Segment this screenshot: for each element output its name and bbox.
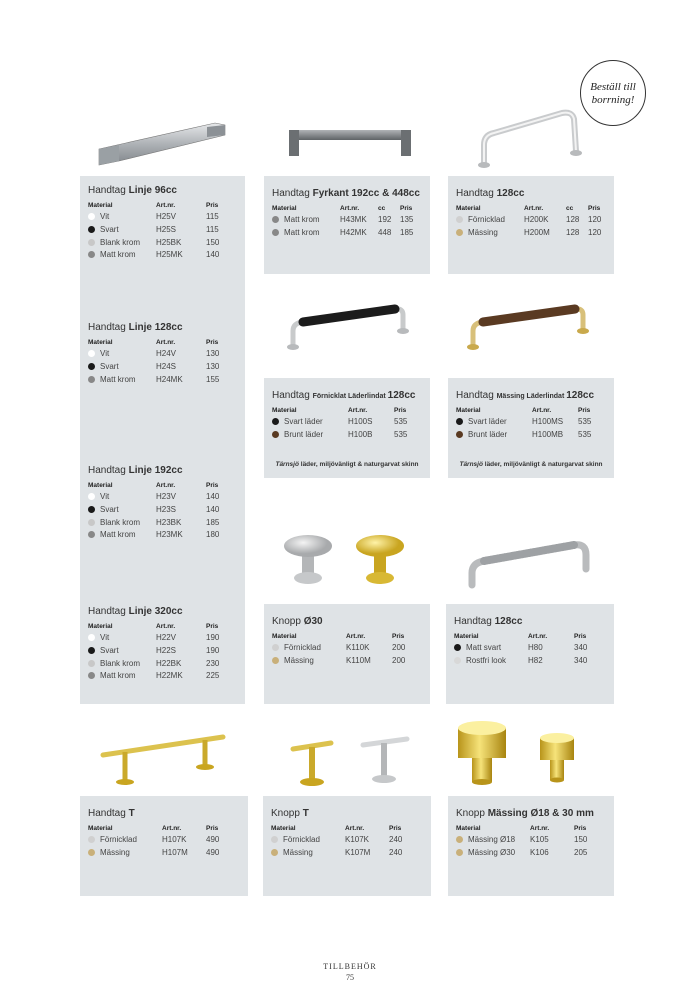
badge-line-2: borrning! [591, 94, 635, 106]
badge-line-1: Beställ till [590, 81, 636, 93]
linje-320-title: Handtag Linje 320cc [88, 606, 183, 617]
product-image-lader-fornicklat [285, 295, 415, 355]
table-row: Blank krom H23BK 185 [88, 518, 219, 531]
product-image-handtag-128-bow [470, 105, 590, 170]
table-row: Svart H25S 115 [88, 225, 219, 238]
handtag-128-rostfri-panel [446, 604, 614, 704]
knopp-30-panel [264, 604, 430, 704]
table-row: Svart läder H100MS 535 [456, 417, 591, 430]
table-row: Mässing K107M 240 [271, 848, 402, 861]
linje-128-title: Handtag Linje 128cc [88, 322, 183, 333]
table-row: Mässing K110M 200 [272, 656, 405, 669]
linje-320-table: Material Art.nr. Pris Vit H22V 190 Svart H22S 190 Blank krom H22BK 230 Matt krom H22MK 225 [88, 623, 219, 684]
lader-fornicklat-panel [264, 378, 430, 478]
table-row: Förnicklad H107K 490 [88, 835, 219, 848]
linje-96-table: Material Art.nr. Pris Vit H25V 115 Svart H25S 115 Blank krom H25BK 150 Matt krom H25MK 140 [88, 202, 219, 263]
product-image-linje-96 [95, 115, 230, 170]
knopp-massing-table: Material Art.nr. Pris Mässing Ø18 K105 150 Mässing Ø30 K106 205 [456, 825, 587, 861]
knopp-t-panel [263, 796, 431, 896]
lader-massing-title: Handtag Mässing Läderlindat 128cc [456, 390, 595, 401]
table-row: Matt svart H80 340 [454, 643, 587, 656]
table-row: Mässing Ø30 K106 205 [456, 848, 587, 861]
product-image-knopp-t [285, 735, 415, 790]
handtag-t-panel [80, 796, 248, 896]
table-row: Blank krom H22BK 230 [88, 659, 219, 672]
handtag-t-table: Material Art.nr. Pris Förnicklad H107K 490 Mässing H107M 490 [88, 825, 219, 861]
product-image-knopp-30 [280, 530, 415, 590]
table-row: Förnicklad K110K 200 [272, 643, 405, 656]
fyrkant-table: Material Art.nr. cc Pris Matt krom H43MK 192 135 Matt krom H42MK 448 185 [272, 205, 413, 241]
table-row: Matt krom H25MK 140 [88, 250, 219, 263]
lader-fornicklat-table: Material Art.nr. Pris Svart läder H100S 535 Brunt läder H100B 535 [272, 407, 407, 443]
lader-massing-panel [448, 378, 614, 478]
linje-192-title: Handtag Linje 192cc [88, 465, 183, 476]
table-row: Matt krom H23MK 180 [88, 530, 219, 543]
table-row: Mässing H200M 128 120 [456, 228, 601, 241]
product-image-handtag-t [95, 725, 230, 790]
knopp-t-table: Material Art.nr. Pris Förnicklad K107K 240 Mässing K107M 240 [271, 825, 402, 861]
product-image-knopp-massing [452, 718, 597, 788]
linje-192-table: Material Art.nr. Pris Vit H23V 140 Svart H23S 140 Blank krom H23BK 185 Matt krom H23MK 180 [88, 482, 219, 543]
table-row: Matt krom H22MK 225 [88, 671, 219, 684]
footer-page-number: 75 [346, 973, 354, 982]
table-row: Matt krom H24MK 155 [88, 375, 219, 388]
knopp-t-title: Knopp T [271, 808, 309, 819]
knopp-massing-title: Knopp Mässing Ø18 & 30 mm [456, 808, 594, 819]
table-row: Brunt läder H100MB 535 [456, 430, 591, 443]
table-row: Mässing H107M 490 [88, 848, 219, 861]
table-row: Matt krom H43MK 192 135 [272, 215, 413, 228]
lader-massing-table: Material Art.nr. Pris Svart läder H100MS 535 Brunt läder H100MB 535 [456, 407, 591, 443]
linje-320-section [88, 606, 238, 684]
table-row: Svart läder H100S 535 [272, 417, 407, 430]
knopp-30-table: Material Art.nr. Pris Förnicklad K110K 200 Mässing K110M 200 [272, 633, 405, 669]
linje-128-section [88, 322, 238, 387]
table-row: Vit H24V 130 [88, 349, 219, 362]
linje-192-section [88, 465, 238, 543]
footer-section: TILLBEHÖR [323, 962, 377, 971]
table-row: Brunt läder H100B 535 [272, 430, 407, 443]
handtag-128-rostfri-title: Handtag 128cc [454, 616, 523, 627]
table-row: Rostfri look H82 340 [454, 656, 587, 669]
linje-128-table: Material Art.nr. Pris Vit H24V 130 Svart H24S 130 Matt krom H24MK 155 [88, 339, 219, 387]
handtag-t-title: Handtag T [88, 808, 135, 819]
table-row: Vit H23V 140 [88, 492, 219, 505]
product-image-lader-massing [465, 295, 595, 355]
table-row: Svart H22S 190 [88, 646, 219, 659]
handtag-128-bow-table: Material Art.nr. cc Pris Förnicklad H200K 128 120 Mässing H200M 128 120 [456, 205, 601, 241]
table-row: Blank krom H25BK 150 [88, 238, 219, 251]
table-row: Vit H25V 115 [88, 212, 219, 225]
lader-fornicklat-note: Tärnsjö läder, miljövänligt & naturgarvat skinn [275, 461, 419, 468]
table-row: Matt krom H42MK 448 185 [272, 228, 413, 241]
table-row: Svart H24S 130 [88, 362, 219, 375]
fyrkant-panel [264, 176, 430, 274]
product-image-handtag-128-rostfri [462, 535, 597, 590]
knopp-massing-panel [448, 796, 614, 896]
lader-fornicklat-title: Handtag Förnicklat Läderlindat 128cc [272, 390, 416, 401]
table-row: Vit H22V 190 [88, 633, 219, 646]
handtag-128-bow-title: Handtag 128cc [456, 188, 525, 199]
handtag-128-bow-panel [448, 176, 614, 274]
linje-96-section [88, 185, 238, 263]
lader-massing-note: Tärnsjö läder, miljövänligt & naturgarvat skinn [459, 461, 603, 468]
table-row: Mässing Ø18 K105 150 [456, 835, 587, 848]
knopp-30-title: Knopp Ø30 [272, 616, 323, 627]
table-row: Förnicklad H200K 128 120 [456, 215, 601, 228]
table-row: Svart H23S 140 [88, 505, 219, 518]
linje-96-title: Handtag Linje 96cc [88, 185, 177, 196]
fyrkant-title: Handtag Fyrkant 192cc & 448cc [272, 188, 420, 199]
handtag-128-rostfri-table: Material Art.nr. Pris Matt svart H80 340 Rostfri look H82 340 [454, 633, 587, 669]
table-row: Förnicklad K107K 240 [271, 835, 402, 848]
product-image-fyrkant [285, 125, 415, 160]
